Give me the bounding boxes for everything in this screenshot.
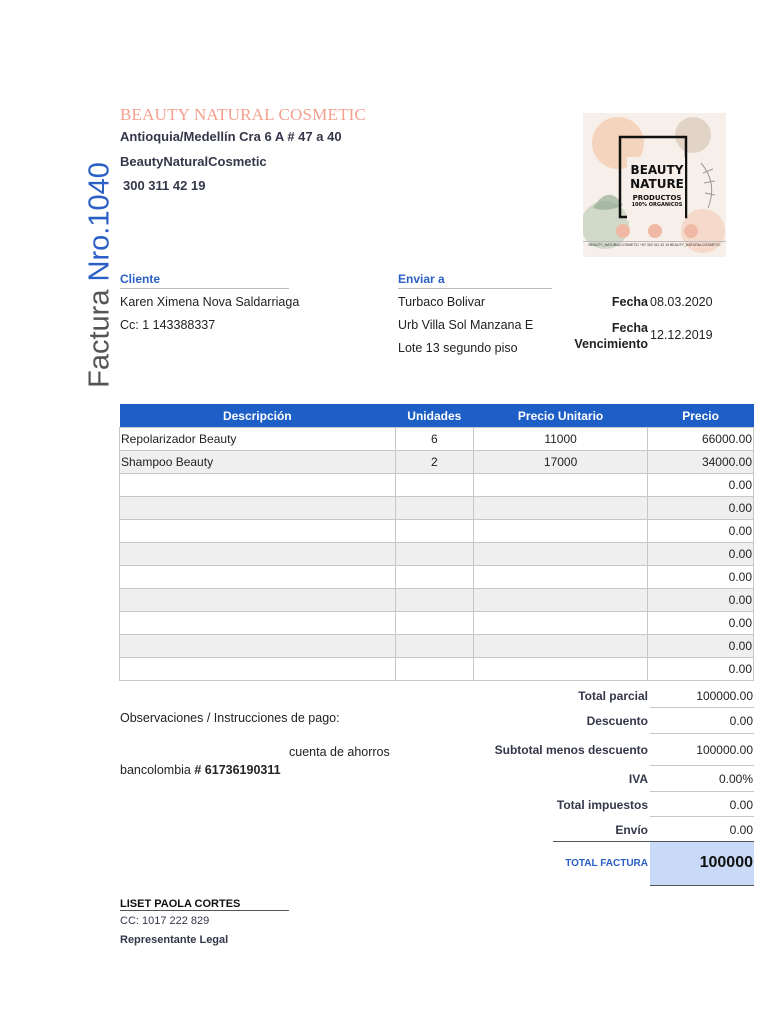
signer-name: LISET PAOLA CORTES (120, 898, 289, 911)
logo-text-nature: NATURE (630, 177, 684, 191)
invoice-number: Nro.1040 (83, 162, 116, 282)
invoice-title-prefix: Factura (83, 289, 116, 388)
logo-footer: BEAUTY_NATURALCOSMETIC +57 300 311 42 19 BEAUTY_NATURALCOSMETIC (588, 243, 721, 247)
table-row (120, 497, 754, 520)
cell-units (395, 635, 473, 658)
ship-line-1: Turbaco Bolivar (398, 295, 486, 309)
cell-price: 0.00 (648, 497, 754, 520)
cell-units (395, 658, 473, 681)
cell-unit-price (474, 589, 648, 612)
cell-price: 0.00 (648, 612, 754, 635)
header-description: Descripción (120, 404, 396, 428)
discount-label: Descuento (586, 714, 648, 728)
bank-account: # 61736190311 (194, 763, 281, 777)
cell-units: 6 (395, 428, 473, 451)
table-row (120, 428, 754, 451)
observations-label: Observaciones / Instrucciones de pago: (120, 711, 340, 725)
company-phone: 300 311 42 19 (123, 178, 206, 193)
cell-units: 2 (395, 451, 473, 474)
cell-description (120, 612, 396, 635)
company-handle: BeautyNaturalCosmetic (120, 154, 267, 169)
total-value: 100000 (699, 854, 753, 871)
cell-price: 0.00 (648, 635, 754, 658)
header-price: Precio (648, 404, 754, 428)
cell-price: 0.00 (648, 566, 754, 589)
cell-unit-price (474, 635, 648, 658)
cell-units (395, 543, 473, 566)
table-row (120, 566, 754, 589)
cell-description (120, 658, 396, 681)
cell-unit-price: 17000 (474, 451, 648, 474)
cell-description (120, 497, 396, 520)
date-value: 08.03.2020 (650, 295, 713, 309)
cell-description (120, 543, 396, 566)
cell-units (395, 474, 473, 497)
cell-units (395, 497, 473, 520)
bank-name: bancolombia (120, 763, 195, 777)
logo-text-beauty: BEAUTY (630, 163, 684, 177)
cell-units (395, 612, 473, 635)
discount-value: 0.00 (729, 714, 753, 728)
logo-text-organicos: 100% ORGANICOS (631, 202, 683, 208)
cell-price: 0.00 (648, 543, 754, 566)
observations-line-1: cuenta de ahorros (289, 745, 390, 759)
iva-value: 0.00% (718, 772, 753, 786)
cell-description: Shampoo Beauty (120, 451, 396, 474)
table-row (120, 635, 754, 658)
cell-price: 34000.00 (648, 451, 754, 474)
cell-description (120, 635, 396, 658)
divider (650, 791, 754, 792)
signer-role: Representante Legal (120, 934, 229, 946)
client-id: Cc: 1 143388337 (120, 318, 216, 332)
cell-unit-price (474, 612, 648, 635)
invoice-vertical-title (84, 162, 117, 388)
ship-line-3: Lote 13 segundo piso (398, 341, 518, 355)
total-label: TOTAL FACTURA (565, 858, 648, 869)
cell-description: Repolarizador Beauty (120, 428, 396, 451)
logo-text-productos: PRODUCTOS (632, 194, 682, 202)
company-logo (583, 113, 726, 257)
table-header-row (120, 404, 754, 428)
client-name: Karen Ximena Nova Saldarriaga (120, 295, 300, 309)
items-table (119, 404, 754, 681)
cell-price: 0.00 (648, 658, 754, 681)
subtotal-label: Total parcial (578, 689, 648, 703)
header-unit-price: Precio Unitario (474, 404, 648, 428)
cell-description (120, 520, 396, 543)
due-date-value: 12.12.2019 (650, 328, 713, 342)
after-discount-value: 100000.00 (696, 743, 753, 757)
cell-description (120, 566, 396, 589)
table-row (120, 612, 754, 635)
cell-unit-price: 11000 (474, 428, 648, 451)
subtotal-value: 100000.00 (696, 689, 753, 703)
company-address: Antioquia/Medellín Cra 6 A # 47 a 40 (120, 129, 342, 144)
ship-label: Enviar a (398, 272, 552, 289)
client-label: Cliente (120, 272, 289, 289)
shipping-label: Envío (615, 823, 648, 837)
cell-price: 0.00 (648, 589, 754, 612)
cell-unit-price (474, 474, 648, 497)
taxes-label: Total impuestos (556, 798, 648, 812)
cell-price: 66000.00 (648, 428, 754, 451)
due-date-label-line2: Vencimiento (574, 337, 648, 351)
table-row (120, 658, 754, 681)
signer-id: CC: 1017 222 829 (120, 915, 210, 927)
cell-unit-price (474, 520, 648, 543)
observations-line-2 (120, 763, 281, 777)
cell-unit-price (474, 543, 648, 566)
taxes-value: 0.00 (729, 798, 753, 812)
cell-units (395, 566, 473, 589)
divider (650, 765, 754, 766)
cell-description (120, 474, 396, 497)
due-date-label (548, 320, 648, 352)
table-row (120, 451, 754, 474)
after-discount-label: Subtotal menos descuento (494, 743, 648, 757)
cell-units (395, 589, 473, 612)
ship-line-2: Urb Villa Sol Manzana E (398, 318, 534, 332)
table-row (120, 589, 754, 612)
divider (650, 733, 754, 734)
cell-description (120, 589, 396, 612)
divider (650, 707, 754, 708)
iva-label: IVA (628, 772, 648, 786)
table-row (120, 474, 754, 497)
cell-unit-price (474, 497, 648, 520)
cell-price: 0.00 (648, 474, 754, 497)
header-units: Unidades (395, 404, 473, 428)
divider (650, 816, 754, 817)
cell-units (395, 520, 473, 543)
shipping-value: 0.00 (729, 823, 753, 837)
cell-price: 0.00 (648, 520, 754, 543)
due-date-label-line1: Fecha (611, 321, 648, 335)
table-row (120, 543, 754, 566)
date-label: Fecha (611, 295, 648, 309)
table-row (120, 520, 754, 543)
company-name: BEAUTY NATURAL COSMETIC (120, 105, 367, 124)
cell-unit-price (474, 566, 648, 589)
cell-unit-price (474, 658, 648, 681)
